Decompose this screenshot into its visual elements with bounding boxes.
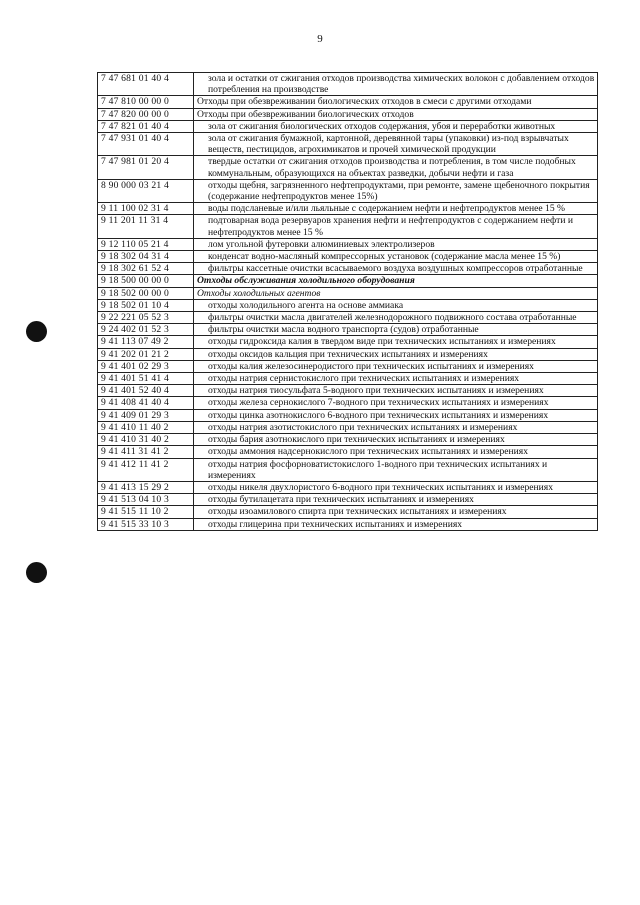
- waste-description-cell: зола от сжигания биологических отходов содержания, убоя и переработки животных: [194, 120, 598, 132]
- waste-code-cell: 9 41 411 31 41 2: [98, 446, 194, 458]
- waste-code-cell: 9 18 502 00 00 0: [98, 287, 194, 299]
- waste-code-cell: 9 41 413 15 29 2: [98, 481, 194, 493]
- waste-code-cell: 7 47 820 00 00 0: [98, 108, 194, 120]
- waste-code-cell: 9 18 302 61 52 4: [98, 263, 194, 275]
- waste-description-cell: отходы никеля двухлористого 6-водного при технических испытаниях и измерениях: [194, 481, 598, 493]
- waste-description-cell: отходы аммония надсернокислого при технических испытаниях и измерениях: [194, 446, 598, 458]
- waste-code-cell: 9 41 515 33 10 3: [98, 518, 194, 530]
- table-row: [98, 96, 598, 108]
- waste-code-cell: 7 47 681 01 40 4: [98, 73, 194, 96]
- table-row: [98, 215, 598, 238]
- table-row: [98, 73, 598, 96]
- waste-code-cell: 7 47 810 00 00 0: [98, 96, 194, 108]
- waste-description-cell: отходы калия железосинеродистого при технических испытаниях и измерениях: [194, 360, 598, 372]
- waste-description-cell: воды подсланевые и/или льяльные с содержанием нефти и нефтепродуктов менее 15 %: [194, 203, 598, 215]
- table-row: [98, 397, 598, 409]
- table-row: [98, 120, 598, 132]
- punch-hole-mark: [26, 562, 47, 583]
- waste-description-cell: отходы железа сернокислого 7-водного при технических испытаниях и измерениях: [194, 397, 598, 409]
- table-row: [98, 518, 598, 530]
- waste-description-cell: фильтры очистки масла водного транспорта (судов) отработанные: [194, 324, 598, 336]
- waste-description-cell: отходы изоамилового спирта при технических испытаниях и измерениях: [194, 506, 598, 518]
- waste-description-cell: отходы натрия фосфорноватистокислого 1-водного при технических испытаниях и измерениях: [194, 458, 598, 481]
- table-row: [98, 458, 598, 481]
- table-row: [98, 506, 598, 518]
- waste-description-cell: отходы глицерина при технических испытаниях и измерениях: [194, 518, 598, 530]
- waste-description-cell: отходы бария азотнокислого при технических испытаниях и измерениях: [194, 434, 598, 446]
- waste-code-cell: 9 41 515 11 10 2: [98, 506, 194, 518]
- table-row: [98, 373, 598, 385]
- table-row: [98, 434, 598, 446]
- table-row: [98, 348, 598, 360]
- waste-description-cell: твердые остатки от сжигания отходов производства и потребления, в том числе подобных коммунальным, образующихся на объектах разведки, добычи нефти и газа: [194, 156, 598, 179]
- waste-description-cell: конденсат водно-масляный компрессорных установок (содержание масла менее 15 %): [194, 251, 598, 263]
- waste-description-cell: зола и остатки от сжигания отходов производства химических волокон с добавлением отходов потребления на производстве: [194, 73, 598, 96]
- waste-description-cell: отходы щебня, загрязненного нефтепродуктами, при ремонте, замене щебеночного покрытия (содержание нефтепродуктов менее 15%): [194, 179, 598, 202]
- waste-code-cell: 9 41 410 11 40 2: [98, 421, 194, 433]
- waste-description-cell: Отходы холодильных агентов: [194, 287, 598, 299]
- waste-code-cell: 9 11 201 11 31 4: [98, 215, 194, 238]
- waste-description-cell: подтоварная вода резервуаров хранения нефти и нефтепродуктов с содержанием нефти и нефтепродуктов менее 15 %: [194, 215, 598, 238]
- waste-description-cell: Отходы обслуживания холодильного оборудования: [194, 275, 598, 287]
- table-row: [98, 299, 598, 311]
- waste-code-cell: 9 41 410 31 40 2: [98, 434, 194, 446]
- table-body: [98, 73, 598, 531]
- waste-code-cell: 9 11 100 02 31 4: [98, 203, 194, 215]
- waste-description-cell: зола от сжигания бумажной, картонной, деревянной тары (упаковки) из-под взрывчатых веществ, пестицидов, агрохимикатов и прочей химической продукции: [194, 133, 598, 156]
- table-row: [98, 179, 598, 202]
- waste-description-cell: отходы холодильного агента на основе аммиака: [194, 299, 598, 311]
- waste-code-cell: 9 22 221 05 52 3: [98, 312, 194, 324]
- waste-code-cell: 9 18 302 04 31 4: [98, 251, 194, 263]
- table-row: [98, 108, 598, 120]
- table-row: [98, 481, 598, 493]
- waste-code-cell: 9 41 401 51 41 4: [98, 373, 194, 385]
- waste-code-cell: 9 41 409 01 29 3: [98, 409, 194, 421]
- table-row: [98, 156, 598, 179]
- waste-description-cell: фильтры очистки масла двигателей железнодорожного подвижного состава отработанные: [194, 312, 598, 324]
- table-row: [98, 494, 598, 506]
- table-row: [98, 360, 598, 372]
- waste-classification-table: [97, 72, 598, 531]
- waste-code-cell: 7 47 821 01 40 4: [98, 120, 194, 132]
- waste-code-cell: 8 90 000 03 21 4: [98, 179, 194, 202]
- table-row: [98, 324, 598, 336]
- waste-code-cell: 9 18 502 01 10 4: [98, 299, 194, 311]
- waste-description-cell: Отходы при обезвреживании биологических отходов: [194, 108, 598, 120]
- waste-code-cell: 7 47 981 01 20 4: [98, 156, 194, 179]
- table-row: [98, 263, 598, 275]
- table-row: [98, 421, 598, 433]
- table-row: [98, 203, 598, 215]
- waste-description-cell: отходы гидроксида калия в твердом виде при технических испытаниях и измерениях: [194, 336, 598, 348]
- waste-code-cell: 7 47 931 01 40 4: [98, 133, 194, 156]
- waste-description-cell: отходы бутилацетата при технических испытаниях и измерениях: [194, 494, 598, 506]
- waste-description-cell: отходы цинка азотнокислого 6-водного при технических испытаниях и измерениях: [194, 409, 598, 421]
- waste-description-cell: Отходы при обезвреживании биологических отходов в смеси с другими отходами: [194, 96, 598, 108]
- table-row: [98, 275, 598, 287]
- waste-code-cell: 9 18 500 00 00 0: [98, 275, 194, 287]
- waste-description-cell: отходы натрия азотистокислого при технических испытаниях и измерениях: [194, 421, 598, 433]
- punch-hole-mark: [26, 321, 47, 342]
- waste-code-cell: 9 41 401 02 29 3: [98, 360, 194, 372]
- waste-description-cell: фильтры кассетные очистки всасываемого воздуха воздушных компрессоров отработанные: [194, 263, 598, 275]
- waste-code-cell: 9 41 408 41 40 4: [98, 397, 194, 409]
- waste-description-cell: отходы оксидов кальция при технических испытаниях и измерениях: [194, 348, 598, 360]
- waste-code-cell: 9 41 412 11 41 2: [98, 458, 194, 481]
- table-row: [98, 336, 598, 348]
- waste-code-cell: 9 41 202 01 21 2: [98, 348, 194, 360]
- waste-description-cell: лом угольной футеровки алюминиевых электролизеров: [194, 238, 598, 250]
- page-number: 9: [317, 33, 323, 45]
- waste-code-cell: 9 41 401 52 40 4: [98, 385, 194, 397]
- table-row: [98, 446, 598, 458]
- table-row: [98, 287, 598, 299]
- waste-description-cell: отходы натрия сернистокислого при технических испытаниях и измерениях: [194, 373, 598, 385]
- table-row: [98, 312, 598, 324]
- waste-code-cell: 9 24 402 01 52 3: [98, 324, 194, 336]
- table-row: [98, 409, 598, 421]
- table-row: [98, 251, 598, 263]
- table-row: [98, 238, 598, 250]
- waste-code-cell: 9 12 110 05 21 4: [98, 238, 194, 250]
- waste-description-cell: отходы натрия тиосульфата 5-водного при технических испытаниях и измерениях: [194, 385, 598, 397]
- waste-code-cell: 9 41 113 07 49 2: [98, 336, 194, 348]
- table-row: [98, 133, 598, 156]
- waste-code-cell: 9 41 513 04 10 3: [98, 494, 194, 506]
- table-row: [98, 385, 598, 397]
